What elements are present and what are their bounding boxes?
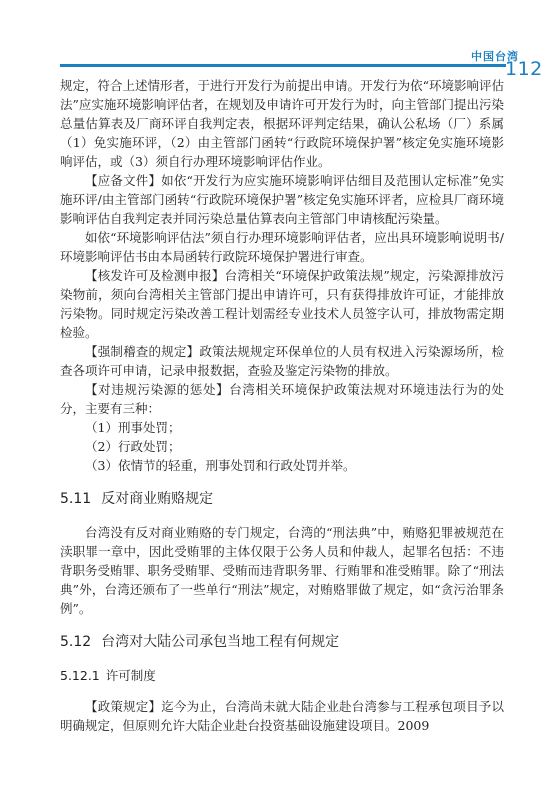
list-item: （2）行政处罚；: [85, 439, 181, 454]
section-heading-5-11: [60, 489, 504, 509]
paragraph: 【对违规污染源的惩处】台湾相关环境保护政策法规对环境违法行为的处分，主要有三种：: [60, 382, 504, 416]
paragraph: 【强制稽查的规定】政策法规规定环保单位的人员有权进入污染源场所，检查各项许可申请，记录申报数据，查验及鉴定污染物的排放。: [60, 344, 504, 378]
section-heading-5-12: [60, 632, 504, 652]
subsection-heading-5-12-1: [60, 666, 504, 685]
list-item: （1）刑事处罚；: [85, 420, 181, 435]
paragraph: 台湾没有反对商业贿赂的专门规定，台湾的“刑法典”中，贿赂犯罪被规范在渎职罪一章中，因此受贿罪的主体仅限于公务人员和仲裁人，起罪名包括：不违背职务受贿罪、职务受贿罪、受贿而违背职务罪、行贿罪和准受贿罪。除了“刑法典”外，台湾还颁布了一些单行“刑法”规定，对贿赂罪做了规定，如“贪污治罪条例”。: [60, 525, 504, 616]
subsection-number: 5.12.1: [60, 668, 100, 683]
header-rule: [60, 64, 506, 67]
section-number: 5.12: [60, 634, 92, 650]
page-number: 112: [505, 58, 543, 80]
paragraph: 规定，符合上述情形者，于进行开发行为前提出申请。开发行为依“环境影响评估法”应实施环境影响评估者，在规划及申请许可开发行为时，向主管部门提出污染总量估算表及厂商环评自我判定表，根据环评判定结果，确认公私场（厂）系属（1）免实施环评，（2）由主管部门函转“行政院环境保护署”核定免实施环境影响评估，或（3）须自行办理环境影响评估作业。: [60, 78, 504, 169]
paragraph: 【应备文件】如依“开发行为应实施环境影响评估细目及范围认定标准”免实施环评/由主管部门函转“行政院环境保护署”核定免实施环评者，应检具厂商环境影响评估自我判定表并同污染总量估算表向主管部门申请核配污染量。: [60, 173, 504, 226]
section-title: 反对商业贿赂规定: [101, 491, 214, 507]
list-item: （3）依情节的轻重，刑事处罚和行政处罚并举。: [85, 458, 356, 473]
subsection-title: 许可制度: [105, 668, 156, 683]
paragraph: 【政策规定】迄今为止，台湾尚未就大陆企业赴台湾参与工程承包项目予以明确规定，但原则允许大陆企业赴台投资基础设施建设项目。2009: [60, 699, 504, 733]
section-title: 台湾对大陆公司承包当地工程有何规定: [101, 634, 340, 650]
section-number: 5.11: [60, 491, 92, 507]
paragraph: 【核发许可及检测申报】台湾相关“环境保护政策法规”规定，污染源排放污染物前，须向台湾相关主管部门提出申请许可，只有获得排放许可证，才能排放污染物。同时规定污染改善工程计划需经专业技术人员签字认可，排放物需定期检验。: [60, 268, 504, 340]
running-header: 中国台湾: [471, 50, 519, 63]
page-body: [60, 76, 504, 735]
paragraph: 如依“环境影响评估法”须自行办理环境影响评估者，应出具环境影响说明书/环境影响评估书由本局函转行政院环境保护署进行审查。: [60, 230, 504, 264]
